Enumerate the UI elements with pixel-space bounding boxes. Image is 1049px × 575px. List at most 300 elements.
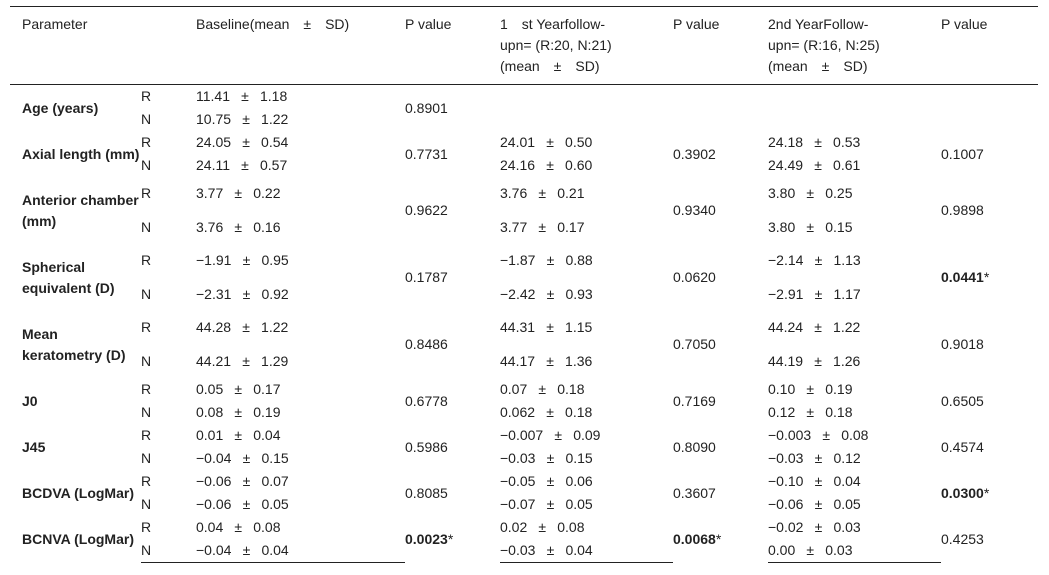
header-year2 [768,7,941,85]
mean-value: −0.06 [196,473,232,489]
y2-mean-sd [768,424,941,447]
base-mean-sd [196,378,405,401]
sd-value: 0.60 [565,157,593,173]
plus-minus-sign: ± [242,473,251,489]
p-value [673,131,768,177]
plus-minus-sign: ± [241,88,249,104]
plus-minus-sign: ± [814,450,823,466]
y1-mean-sd [500,447,673,470]
sd-value: 0.53 [833,134,861,150]
mean-value: 3.77 [196,185,224,202]
sd-value: 0.22 [253,185,281,202]
sd-value: 1.18 [260,88,288,104]
header-p-value-1: P value [405,7,500,85]
plus-minus-sign: ± [538,185,547,202]
table-body [10,85,1038,563]
sd-value: 0.05 [565,496,593,512]
base-mean-sd [196,424,405,447]
sd-value: 0.04 [253,427,281,443]
y1-mean-sd [500,211,673,245]
y2-mean-sd [768,108,941,131]
plus-minus-sign: ± [234,404,243,420]
p-value [673,177,768,244]
mean-value: −0.04 [196,450,232,466]
y2-mean-sd [768,154,941,177]
base-mean-sd [196,470,405,493]
mean-value: 24.49 [768,157,804,173]
mean-value: 24.18 [768,134,804,150]
parameter-name: Axial length (mm) [22,145,140,162]
p-value [941,424,1038,470]
mean-value: 0.08 [196,404,224,420]
y1-mean-sd [500,154,673,177]
plus-minus-sign: ± [242,319,250,336]
base-mean-sd [196,539,405,563]
plus-minus-sign: ± [546,542,555,558]
p-value [941,177,1038,244]
plus-minus-sign: ± [538,519,547,535]
y2-mean-sd [768,516,941,539]
p-value-number: 0.0441 [941,269,984,285]
mean-value: −0.03 [500,542,536,558]
p-value-number: 0.0300 [941,484,984,501]
p-value [405,131,500,177]
header-p-value-2: P value [673,7,768,85]
base-mean-sd [196,401,405,424]
mean-value: −0.07 [500,496,536,512]
mean-value: 11.41 [196,88,230,104]
p-value-number: 0.8901 [405,99,448,116]
sd-value: 0.19 [825,381,853,397]
mean-value: −1.87 [500,252,536,269]
p-value [673,424,768,470]
sd-value: 0.92 [261,285,289,302]
y1-mean-sd [500,345,673,379]
p-value-number: 0.9340 [673,202,716,218]
group-label: R [141,319,152,336]
y1-mean-sd [500,539,673,563]
plus-minus-sign: ± [806,381,815,397]
plus-minus-sign: ± [234,519,243,535]
table-row [10,177,1038,211]
base-mean-sd [196,516,405,539]
p-value [405,85,500,132]
mean-value: 0.10 [768,381,796,397]
y2-mean-sd [768,278,941,312]
header-row [10,7,1038,85]
table-row [10,470,1038,493]
mean-value: −0.10 [768,473,804,489]
header-year1 [500,7,673,85]
plus-minus-sign: ± [241,157,249,173]
plus-minus-sign: ± [554,427,563,443]
y1-mean-sd [500,177,673,211]
table-row [10,345,1038,379]
group-label: N [141,404,152,420]
sd-value: 0.16 [253,218,281,235]
group-label: R [141,88,152,104]
plus-minus-sign: ± [806,185,815,202]
sd-value: 0.03 [833,519,861,535]
y2-mean-sd [768,378,941,401]
mean-value: 0.04 [196,519,224,535]
p-value [673,378,768,424]
y1-mean-sd [500,131,673,154]
base-mean-sd [196,345,405,379]
sd-value: 1.22 [261,111,289,127]
group-label: R [141,252,152,269]
y1-mean-sd [500,378,673,401]
base-mean-sd [196,278,405,312]
sd-value: 0.61 [833,157,861,173]
mean-value: 0.05 [196,381,224,397]
sd-value: 1.17 [833,285,861,302]
group-label: N [141,218,152,235]
plus-minus-sign: ± [546,252,555,269]
mean-value: −0.007 [500,427,544,443]
p-value [673,516,768,563]
y2-mean-sd [768,493,941,516]
plus-minus-sign: ± [234,185,243,202]
parameter-name: J0 [22,392,38,409]
sd-value: 0.95 [261,252,289,269]
mean-value: −2.42 [500,285,536,302]
header-group [141,7,196,85]
p-value-number: 0.8486 [405,336,448,352]
parameter-name: Anterior chamber (mm) [22,191,139,229]
table-row [10,244,1038,278]
y2-mean-sd [768,211,941,245]
y2-mean-sd [768,311,941,345]
p-value-number: 0.0023 [405,530,448,547]
plus-minus-sign: ± [234,427,243,443]
mean-value: 24.11 [196,157,230,173]
base-mean-sd [196,177,405,211]
sd-value: 0.04 [833,473,861,489]
plus-minus-sign: ± [546,352,554,369]
plus-minus-sign: ± [538,218,547,235]
plus-minus-sign: ± [546,404,554,420]
parameter-name: J45 [22,438,46,455]
group-label: R [141,427,152,443]
y1-mean-sd [500,278,673,312]
p-value-number: 0.6505 [941,392,984,409]
plus-minus-sign: ± [538,381,547,397]
mean-value: −0.06 [196,496,232,512]
p-value [941,244,1038,311]
mean-value: 3.76 [500,185,528,202]
table-row [10,424,1038,447]
table-row [10,311,1038,345]
header-p-value-3: P value [941,7,1038,85]
sd-value: 1.29 [261,352,289,369]
p-value-number: 0.6778 [405,392,448,409]
group-label: N [141,496,152,512]
header-baseline: Baseline(mean ± SD) [196,7,405,85]
p-value-number: 0.3607 [673,484,716,501]
mean-value: −0.06 [768,496,804,512]
plus-minus-sign: ± [234,381,243,397]
base-mean-sd [196,154,405,177]
mean-value: 0.00 [768,542,796,558]
mean-value: 24.05 [196,134,232,150]
mean-value: 44.31 [500,319,536,336]
group-label: N [141,539,196,563]
plus-minus-sign: ± [814,285,823,302]
mean-value: 44.21 [196,352,232,369]
p-value-number: 0.5986 [405,438,448,455]
plus-minus-sign: ± [546,134,554,150]
p-value-number: 0.9018 [941,336,984,352]
group-label: N [141,157,152,173]
sd-value: 1.22 [261,319,289,336]
sd-value: 0.15 [261,450,289,466]
table-row [10,447,1038,470]
mean-value: −0.003 [768,427,812,443]
sd-value: 0.54 [261,134,289,150]
mean-value: 44.28 [196,319,232,336]
sd-value: 0.06 [565,473,593,489]
group-label: R [141,519,152,535]
y2-mean-sd [768,131,941,154]
y2-mean-sd [768,244,941,278]
table-row [10,401,1038,424]
parameter-name: Mean keratometry (D) [22,325,126,363]
group-label: N [141,352,152,369]
p-value-number: 0.0068 [673,530,716,547]
plus-minus-sign: ± [546,157,554,173]
plus-minus-sign: ± [242,542,251,558]
p-value [673,311,768,378]
table-row [10,378,1038,401]
plus-minus-sign: ± [814,496,823,512]
p-value [405,424,500,470]
p-value [673,244,768,311]
p-value [941,131,1038,177]
p-value [405,378,500,424]
base-mean-sd [196,85,405,109]
mean-value: −0.02 [768,519,804,535]
plus-minus-sign: ± [806,404,815,420]
mean-value: 24.16 [500,157,536,173]
mean-value: 0.02 [500,519,528,535]
y2-mean-sd [768,470,941,493]
sd-value: 0.08 [253,519,281,535]
p-value-number: 0.9622 [405,202,448,218]
header-year2-line2: upn= (R:16, N:25) [768,37,880,53]
base-mean-sd [196,131,405,154]
mean-value: 3.80 [768,218,796,235]
mean-value: −2.91 [768,285,804,302]
p-value [405,516,500,563]
base-mean-sd [196,108,405,131]
plus-minus-sign: ± [242,111,250,127]
p-value [941,378,1038,424]
sd-value: 0.04 [565,542,593,558]
mean-value: 0.01 [196,427,224,443]
p-value [941,470,1038,516]
significance-star: * [983,269,990,285]
sd-value: 0.18 [825,404,853,420]
p-value-number: 0.7731 [405,145,448,162]
sd-value: 0.05 [261,496,289,512]
p-value-number: 0.1787 [405,269,448,285]
table-row [10,516,1038,539]
mean-value: 44.19 [768,352,804,369]
group-label: R [141,134,152,150]
header-year2-line1: 2nd YearFollow- [768,16,869,32]
mean-value: −2.31 [196,285,232,302]
y1-mean-sd [500,244,673,278]
p-value-number: 0.7050 [673,336,716,352]
mean-value: 24.01 [500,134,536,150]
sd-value: 0.12 [833,450,861,466]
sd-value: 0.03 [825,542,853,558]
p-value-number: 0.4574 [941,438,984,455]
p-value [941,516,1038,563]
p-value [673,85,768,132]
plus-minus-sign: ± [814,252,823,269]
plus-minus-sign: ± [242,285,251,302]
mean-value: 0.07 [500,381,528,397]
table-row [10,85,1038,109]
plus-minus-sign: ± [546,285,555,302]
sd-value: 1.22 [833,319,861,336]
y2-mean-sd [768,177,941,211]
sd-value: 0.15 [825,218,853,235]
group-label: N [141,285,152,302]
y2-mean-sd [768,401,941,424]
header-year2-line3: (mean ± SD) [768,58,868,74]
p-value-number: 0.0620 [673,269,716,285]
mean-value: −1.91 [196,252,232,269]
plus-minus-sign: ± [806,542,815,558]
mean-value: −0.05 [500,473,536,489]
plus-minus-sign: ± [242,134,250,150]
sd-value: 0.50 [565,134,593,150]
plus-minus-sign: ± [242,450,251,466]
plus-minus-sign: ± [814,157,822,173]
sd-value: 0.21 [557,185,585,202]
y1-mean-sd [500,493,673,516]
sd-value: 0.18 [565,404,593,420]
plus-minus-sign: ± [242,496,251,512]
base-mean-sd [196,447,405,470]
mean-value: −2.14 [768,252,804,269]
table-row [10,278,1038,312]
p-value [405,470,500,516]
header-year1-line3: (mean ± SD) [500,58,600,74]
y1-mean-sd [500,401,673,424]
sd-value: 0.93 [565,285,593,302]
sd-value: 0.08 [841,427,869,443]
parameter-name: Spherical equivalent (D) [22,258,115,296]
plus-minus-sign: ± [814,134,822,150]
y2-mean-sd [768,85,941,109]
group-label: N [141,450,152,466]
header-year1-line1: 1 st Yearfollow- [500,16,606,32]
sd-value: 0.18 [557,381,585,397]
table-row [10,131,1038,154]
mean-value: −0.04 [196,542,232,558]
sd-value: 0.57 [260,157,288,173]
sd-value: 0.15 [565,450,593,466]
parameter-name: BCNVA (LogMar) [22,530,134,547]
sd-value: 0.04 [261,542,289,558]
plus-minus-sign: ± [814,352,822,369]
mean-value: 10.75 [196,111,232,127]
significance-star: * [715,530,722,547]
p-value [405,177,500,244]
sd-value: 0.09 [573,427,601,443]
sd-value: 1.26 [833,352,861,369]
significance-star: * [447,530,454,547]
mean-value: 44.17 [500,352,536,369]
plus-minus-sign: ± [806,218,815,235]
results-table [10,6,1038,563]
y2-mean-sd [768,447,941,470]
y2-mean-sd [768,345,941,379]
p-value-number: 0.1007 [941,145,984,162]
table-row [10,211,1038,245]
plus-minus-sign: ± [234,218,243,235]
group-label: R [141,381,152,397]
y1-mean-sd [500,85,673,109]
group-label: N [141,111,152,127]
mean-value: 0.062 [500,404,536,420]
header-year1-line2: upn= (R:20, N:21) [500,37,612,53]
p-value [405,311,500,378]
plus-minus-sign: ± [814,473,823,489]
p-value-number: 0.7169 [673,392,716,409]
sd-value: 0.07 [261,473,289,489]
table-row [10,539,1038,563]
plus-minus-sign: ± [242,352,250,369]
base-mean-sd [196,311,405,345]
mean-value: 0.12 [768,404,796,420]
p-value-number: 0.8090 [673,438,716,455]
plus-minus-sign: ± [814,519,823,535]
sd-value: 0.05 [833,496,861,512]
group-label: R [141,473,152,489]
plus-minus-sign: ± [814,319,822,336]
p-value-number: 0.8085 [405,484,448,501]
base-mean-sd [196,211,405,245]
mean-value: 3.80 [768,185,796,202]
plus-minus-sign: ± [546,496,555,512]
header-parameter: Parameter [10,7,141,85]
base-mean-sd [196,493,405,516]
mean-value: 3.76 [196,218,224,235]
y2-mean-sd [768,539,941,563]
table-row [10,154,1038,177]
sd-value: 1.15 [565,319,593,336]
y1-mean-sd [500,516,673,539]
sd-value: 0.17 [253,381,281,397]
plus-minus-sign: ± [546,450,555,466]
significance-star: * [983,484,990,501]
sd-value: 0.08 [557,519,585,535]
sd-value: 1.36 [565,352,593,369]
p-value [405,244,500,311]
p-value [941,311,1038,378]
table-container [10,6,1038,563]
mean-value: 44.24 [768,319,804,336]
plus-minus-sign: ± [546,473,555,489]
mean-value: 3.77 [500,218,528,235]
p-value-number: 0.3902 [673,145,716,162]
sd-value: 1.13 [833,252,861,269]
